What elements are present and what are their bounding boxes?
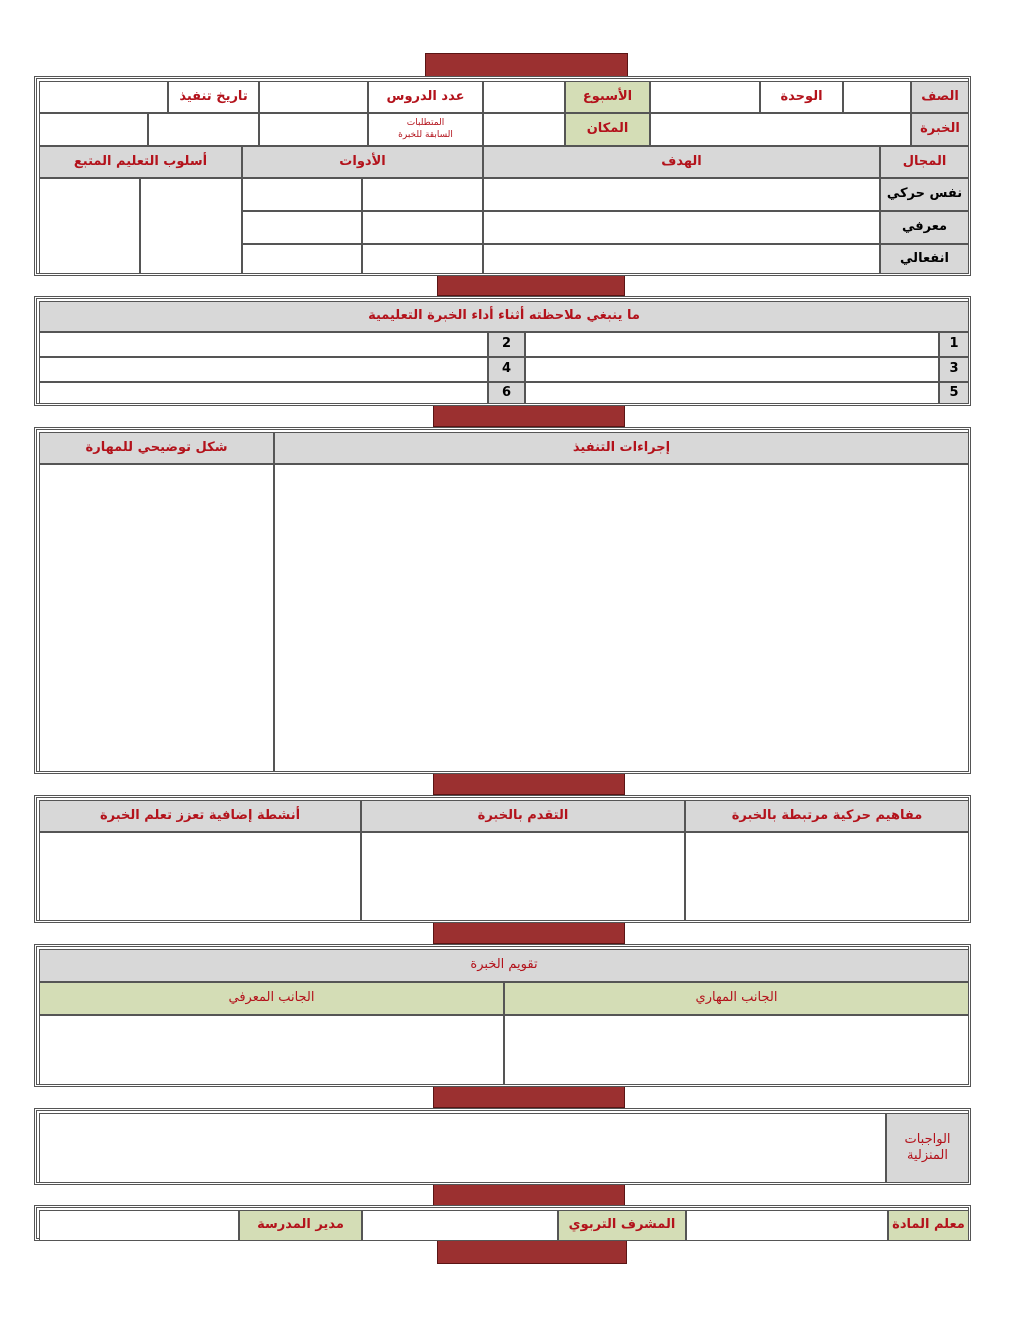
prerequisites-field[interactable]	[148, 113, 259, 146]
section-tab	[433, 922, 625, 944]
tool-field[interactable]	[362, 211, 483, 244]
lessons-count-field[interactable]	[259, 81, 368, 113]
extra-activities-field[interactable]	[39, 832, 361, 921]
observation-number: 6	[488, 382, 525, 404]
observation-field[interactable]	[525, 332, 939, 357]
section-tab	[425, 53, 628, 77]
cognitive-aspect-label: الجانب المعرفي	[39, 982, 504, 1015]
goal-label: الهدف	[483, 146, 880, 178]
teaching-method-field[interactable]	[39, 178, 140, 274]
lessons-count-label: عدد الدروس	[368, 81, 483, 113]
goal-field[interactable]	[483, 244, 880, 274]
observation-number: 2	[488, 332, 525, 357]
goal-field[interactable]	[483, 211, 880, 244]
experience-progress-field[interactable]	[361, 832, 685, 921]
section-tab	[437, 274, 625, 296]
tool-field[interactable]	[362, 244, 483, 274]
observation-field[interactable]	[525, 357, 939, 382]
experience-field[interactable]	[650, 113, 911, 146]
experience-progress-label: التقدم بالخبرة	[361, 800, 685, 832]
class-label: الصف	[911, 81, 969, 113]
week-field[interactable]	[483, 81, 565, 113]
concepts-table	[34, 795, 971, 923]
extra-activities-label: أنشطة إضافية تعزز تعلم الخبرة	[39, 800, 361, 832]
section-tab	[433, 773, 625, 795]
unit-field[interactable]	[650, 81, 760, 113]
teacher-label: معلم المادة	[888, 1210, 969, 1241]
signatures-table	[34, 1205, 971, 1241]
goal-field[interactable]	[483, 178, 880, 211]
supervisor-signature-field[interactable]	[362, 1210, 558, 1241]
observation-field[interactable]	[39, 357, 488, 382]
week-label: الأسبوع	[565, 81, 650, 113]
section-tab	[433, 1086, 625, 1108]
motor-concepts-field[interactable]	[685, 832, 969, 921]
domain-cognitive: معرفي	[880, 211, 969, 244]
prerequisites-label: المتطلبات السابقة للخبرة	[368, 113, 483, 146]
teaching-method-label: أسلوب التعليم المتبع	[39, 146, 242, 178]
observation-number: 4	[488, 357, 525, 382]
skill-aspect-field[interactable]	[504, 1015, 969, 1085]
experience-label: الخبرة	[911, 113, 969, 146]
evaluation-table	[34, 944, 971, 1087]
homework-field[interactable]	[39, 1113, 886, 1183]
teacher-signature-field[interactable]	[686, 1210, 888, 1241]
execution-date-field[interactable]	[39, 81, 168, 113]
observation-number: 5	[939, 382, 969, 404]
homework-table	[34, 1108, 971, 1185]
tool-field[interactable]	[242, 244, 362, 274]
observation-table	[34, 296, 971, 406]
principal-signature-field[interactable]	[39, 1210, 239, 1241]
skill-aspect-label: الجانب المهاري	[504, 982, 969, 1015]
domain-psychomotor: نفس حركي	[880, 178, 969, 211]
tool-field[interactable]	[242, 211, 362, 244]
execution-procedures-field[interactable]	[274, 464, 969, 772]
tools-label: الأدوات	[242, 146, 483, 178]
observation-number: 1	[939, 332, 969, 357]
section-tab	[437, 1240, 627, 1264]
principal-label: مدير المدرسة	[239, 1210, 362, 1241]
place-label: المكان	[565, 113, 650, 146]
domain-label: المجال	[880, 146, 969, 178]
procedures-table	[34, 427, 971, 774]
tool-field[interactable]	[362, 178, 483, 211]
observation-title: ما ينبغي ملاحظته أثناء أداء الخبرة التعليمية	[39, 301, 969, 332]
prerequisites-field[interactable]	[259, 113, 368, 146]
observation-field[interactable]	[39, 382, 488, 404]
skill-illustration-field[interactable]	[39, 464, 274, 772]
class-field[interactable]	[843, 81, 911, 113]
execution-date-label: تاريخ تنفيذ	[168, 81, 259, 113]
evaluation-title: تقويم الخبرة	[39, 949, 969, 982]
section-tab	[433, 1184, 625, 1206]
unit-label: الوحدة	[760, 81, 843, 113]
homework-label: الواجبات المنزلية	[886, 1113, 969, 1183]
skill-illustration-label: شكل توضيحي للمهارة	[39, 432, 274, 464]
execution-procedures-label: إجراءات التنفيذ	[274, 432, 969, 464]
motor-concepts-label: مفاهيم حركية مرتبطة بالخبرة	[685, 800, 969, 832]
prerequisites-field[interactable]	[39, 113, 148, 146]
teaching-method-field[interactable]	[140, 178, 242, 274]
header-table	[34, 76, 971, 276]
observation-number: 3	[939, 357, 969, 382]
section-tab	[433, 405, 625, 427]
cognitive-aspect-field[interactable]	[39, 1015, 504, 1085]
observation-field[interactable]	[525, 382, 939, 404]
tool-field[interactable]	[242, 178, 362, 211]
observation-field[interactable]	[39, 332, 488, 357]
supervisor-label: المشرف التربوي	[558, 1210, 686, 1241]
place-field[interactable]	[483, 113, 565, 146]
domain-affective: انفعالي	[880, 244, 969, 274]
